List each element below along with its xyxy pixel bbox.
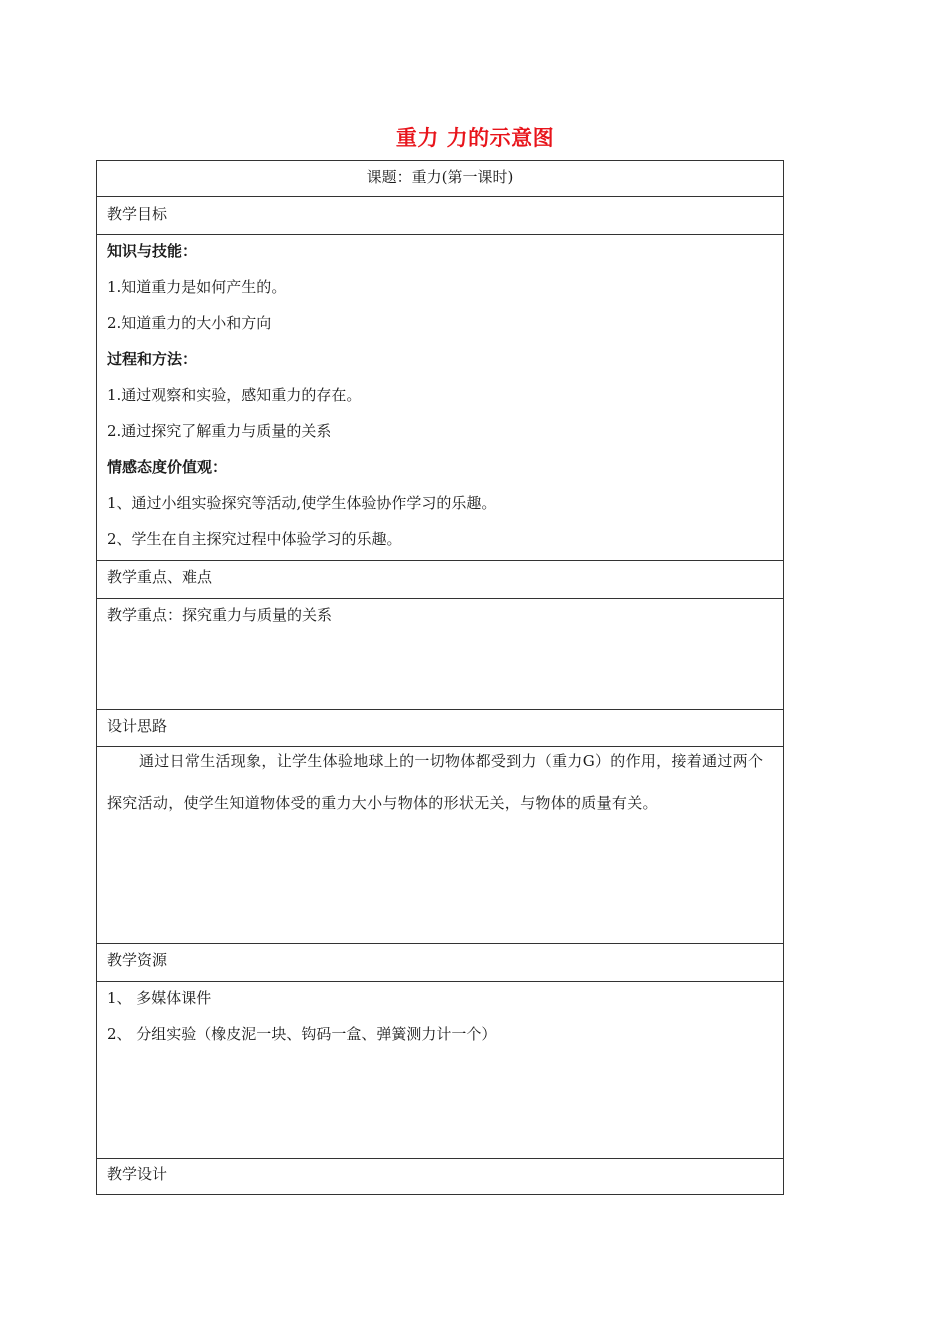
process-heading: 过程和方法： bbox=[107, 350, 198, 368]
design-text: 通过日常生活现象，让学生体验地球上的一切物体都受到力（重力G）的作用，接着通过两个探究活动，使学生知道物体受的重力大小与物体的形状无关，与物体的质量有关。 bbox=[107, 752, 764, 812]
design-content-row bbox=[97, 747, 783, 944]
attitude-item: 1、通过小组实验探究等活动,使学生体验协作学习的乐趣。 bbox=[107, 494, 497, 512]
focus-heading: 教学重点、难点 bbox=[107, 568, 213, 586]
attitude-item: 2、学生在自主探究过程中体验学习的乐趣。 bbox=[107, 530, 402, 548]
objectives-heading: 教学目标 bbox=[107, 205, 168, 223]
topic-row bbox=[97, 161, 783, 197]
process-item: 2.通过探究了解重力与质量的关系 bbox=[107, 422, 332, 440]
resources-content-row bbox=[97, 982, 783, 1159]
focus-text: 教学重点：探究重力与质量的关系 bbox=[107, 606, 333, 624]
document-title: 重力 力的示意图 bbox=[395, 126, 555, 150]
resource-item: 2、 分组实验（橡皮泥一块、钩码一盒、弹簧测力计一个） bbox=[107, 1025, 497, 1043]
resources-heading-row bbox=[97, 944, 783, 982]
lesson-topic: 课题：重力(第一课时) bbox=[366, 168, 514, 186]
focus-heading-row bbox=[97, 561, 783, 599]
knowledge-item: 1.知道重力是如何产生的。 bbox=[107, 278, 287, 296]
objectives-heading-row bbox=[97, 197, 783, 235]
knowledge-heading: 知识与技能： bbox=[107, 242, 198, 260]
resources-heading: 教学资源 bbox=[107, 951, 168, 969]
process-item: 1.通过观察和实验，感知重力的存在。 bbox=[107, 386, 362, 404]
objectives-content-row bbox=[97, 235, 783, 561]
lesson-table bbox=[96, 160, 784, 1195]
focus-content-row bbox=[97, 599, 783, 710]
design-heading: 设计思路 bbox=[107, 717, 168, 735]
attitude-heading: 情感态度价值观： bbox=[107, 458, 228, 476]
resource-item: 1、 多媒体课件 bbox=[107, 989, 212, 1007]
teaching-heading: 教学设计 bbox=[107, 1165, 168, 1183]
knowledge-item: 2.知道重力的大小和方向 bbox=[107, 314, 272, 332]
teaching-heading-row bbox=[97, 1159, 783, 1195]
